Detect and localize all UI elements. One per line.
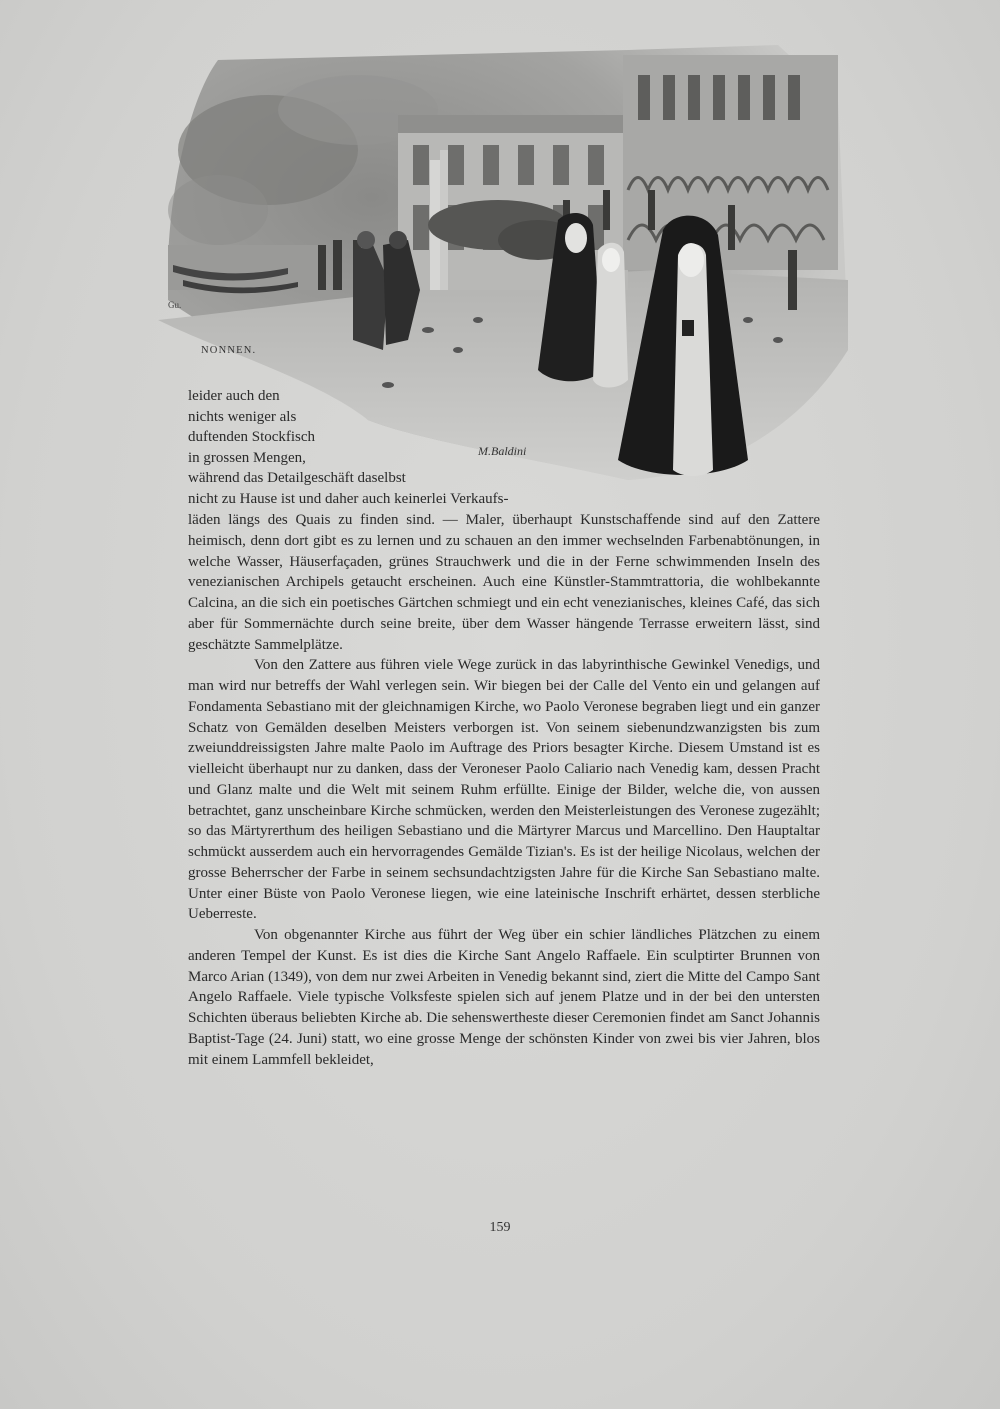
page-number: 159 <box>489 1220 511 1235</box>
wrapped-line: während das Detailgeschäft daselbst <box>188 470 406 487</box>
wrapped-line: leider auch den <box>188 388 280 404</box>
paragraph: Von obgenannter Kirche aus führt der Weg über ein schier ländliches Plätzchen zu einem anderen Tempel der Kunst. Es ist dies die Kirche Sant Angelo Raffaele. Ein sculptirter Brunnen von Marco Arian (1349), von dem nur zwei Arbeiten in Venedig bekannt sind, ziert die Mitte del Campo Sant Angelo Raffaele. Viele typische Volksfeste spielen sich auf jenem Platze und in der bei den untersten Schichten überaus beliebten Kirche ab. Die sehenswertheste dieser Ceremonien findet am Sanct Johannis Baptist-Tage (24. Juni) statt, wo eine grosse Menge der schönsten Kinder von zwei bis vier Jahren, blos mit einem Lammfell bekleidet, <box>188 927 820 1068</box>
body-text <box>188 510 820 1070</box>
artist-signature: M.Baldini <box>478 444 527 458</box>
illustration-caption: NONNEN. <box>201 345 257 356</box>
wrapped-line: nicht zu Hause ist und daher auch keinerlei Verkaufs- <box>188 490 509 507</box>
wrapped-line: duftenden Stockfisch <box>188 429 316 446</box>
paragraph: Von den Zattere aus führen viele Wege zurück in das labyrinthische Gewinkel Venedigs, und man wird nur betreffs der Wahl verlegen sein. Wir biegen bei der Calle del Vento ein und gelangen auf Fondamenta Sebastiano mit der gleichnamigen Kirche, wo Paolo Veronese begraben liegt und ein ganzer Schatz von Gemälden deselben Meisters verborgen ist. Von seinem siebenundzwanzigsten bis zum zweiunddreissigsten Jahre malte Paolo im Auftrage des Priors besagter Kirche. Diesem Umstand ist es vielleicht überhaupt nur zu danken, dass der Veroneser Paolo Caliario nach Venedig kam, dessen Pracht und Glanz malte und die Welt mit seinem Ruhm erfüllte. Einige der Bilder, welche die, von aussen betrachtet, ganz unscheinbare Kirche schmücken, werden den Meisterleistungen des Veronese zugezählt; so das Märtyrerthum des heiligen Sebastiano und die Märtyrer Marcus und Marcellino. Den Hauptaltar schmückt ausserdem auch ein hervorragendes Gemälde Tizian's. Es ist der heilige Nicolaus, welchen der grosse Beherrscher der Farbe in seinem sechsundachtzigsten Jahre für die Kirche San Sebastiano malte. Unter einer Büste von Paolo Veronese liegen, wie eine lateinische Inschrift erhärtet, dessen sterbliche Ueberreste. <box>188 657 820 923</box>
wrapped-line: in grossen Mengen, <box>188 449 306 466</box>
corner-mark: Gu. <box>168 300 182 310</box>
wrapped-text-block <box>188 386 608 510</box>
paragraph: läden längs des Quais zu finden sind. — Maler, überhaupt Kunstschaffende sind auf den Zattere heimisch, denn dort gibt es zu lernen und zu schauen an den immer wechselnden Farbenabtönungen, in welche Wasser, Häuserfaçaden, grünes Strauchwerk und die in der Ferne schwimmenden Inseln des venezianischen Archipels getaucht erscheinen. Auch eine Künstler-Stammtrattoria, die wohlbekannte Calcina, an die sich ein poetisches Gärtchen schmiegt und ein echt venezianisches, kleines Café, das sich aber für Sommernächte durch seine breite, über dem Wasser hängende Terrasse erweitern lässt, sind geschätzte Sammelplätze. <box>188 512 820 653</box>
wrapped-line: nichts weniger als <box>188 408 297 425</box>
